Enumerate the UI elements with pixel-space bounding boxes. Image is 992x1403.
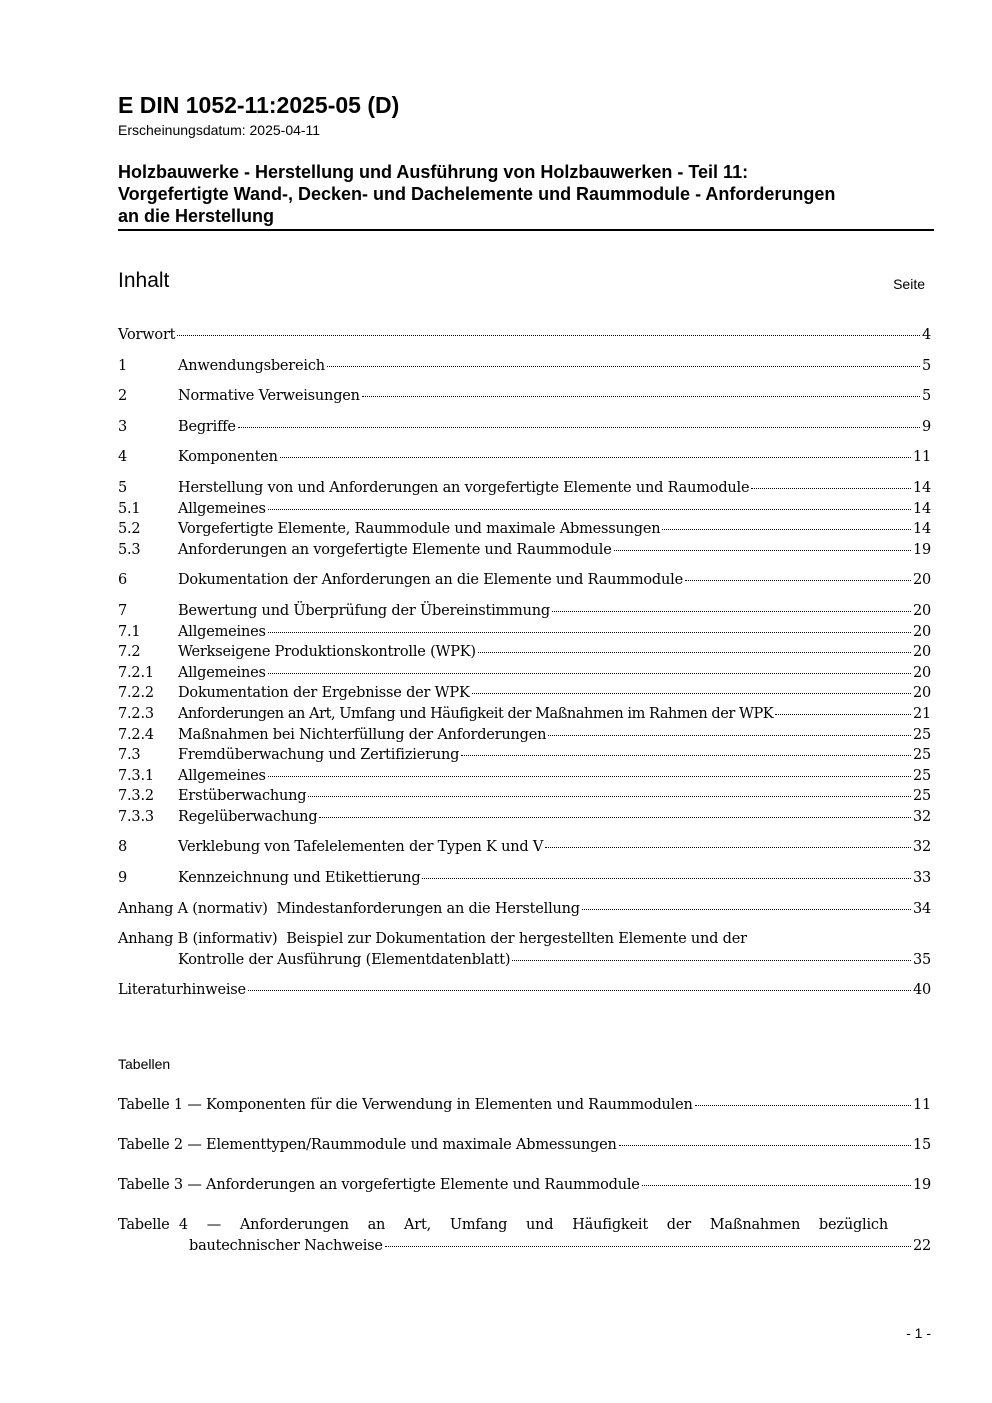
toc-entry-number: 7.3.3 xyxy=(118,808,154,825)
toc-entry-text: Anwendungsbereich xyxy=(178,357,325,374)
table-entry[interactable] xyxy=(118,1175,931,1196)
toc-entry-page: 25 xyxy=(912,767,931,784)
page-number: - 1 - xyxy=(906,1325,931,1341)
toc-entry-number: 1 xyxy=(118,357,128,374)
toc-entry-text: Anforderungen an vorgefertigte Elemente und Raummodule xyxy=(178,541,612,558)
toc-entry-number: 8 xyxy=(118,839,128,856)
toc-entry-text: Bewertung und Überprüfung der Übereinstimmung xyxy=(178,602,550,619)
toc-entry-page: 25 xyxy=(912,747,931,764)
tables-heading: Tabellen xyxy=(118,1056,171,1072)
toc-entry-text: Normative Verweisungen xyxy=(178,388,360,405)
toc-entry-number: 7.1 xyxy=(118,623,141,640)
table-entry-page: 15 xyxy=(912,1137,931,1153)
leader-dots xyxy=(614,550,911,551)
toc-entry-number: 7.2.1 xyxy=(118,664,154,681)
leader-dots xyxy=(478,652,911,653)
toc-entry-page: 20 xyxy=(912,685,931,702)
table-entry-continuation xyxy=(118,1236,931,1257)
leader-dots xyxy=(280,457,911,458)
toc-entry[interactable] xyxy=(118,868,931,889)
toc-entry-number: 9 xyxy=(118,870,128,887)
leader-dots xyxy=(751,488,911,489)
table-entry[interactable] xyxy=(118,1135,931,1156)
leader-dots xyxy=(775,714,911,715)
toc-entry-text: Dokumentation der Ergebnisse der WPK xyxy=(178,685,470,702)
toc-entry[interactable] xyxy=(118,642,931,663)
toc-entry-page: 33 xyxy=(912,870,931,887)
toc-entry-page: 9 xyxy=(921,418,931,435)
toc-entry-text: Allgemeines xyxy=(178,767,266,784)
toc-entry-text: Verklebung von Tafelelementen der Typen K und V xyxy=(178,839,544,856)
toc-entry-text: Allgemeines xyxy=(178,664,266,681)
table-entry-text: bautechnischer Nachweise xyxy=(189,1238,383,1254)
toc-entry-text: Regelüberwachung xyxy=(178,808,318,825)
toc-entry-text: Anforderungen an Art, Umfang und Häufigkeit der Maßnahmen im Rahmen der WPK xyxy=(178,705,774,722)
toc-entry[interactable] xyxy=(118,663,931,684)
leader-dots xyxy=(308,796,911,797)
toc-entry-text: Fremdüberwachung und Zertifizierung xyxy=(178,747,460,764)
leader-dots xyxy=(685,580,911,581)
leader-dots xyxy=(319,817,911,818)
toc-entry[interactable] xyxy=(118,837,931,858)
toc-entry-number: 7.3.2 xyxy=(118,788,154,805)
toc-entry[interactable] xyxy=(118,622,931,643)
toc-entry-text: Allgemeines xyxy=(178,500,266,517)
toc-entry-page: 19 xyxy=(912,541,931,558)
toc-entry-number: 5.1 xyxy=(118,500,141,517)
leader-dots xyxy=(548,735,911,736)
toc-entry[interactable] xyxy=(118,601,931,622)
leader-dots xyxy=(642,1185,911,1186)
leader-dots xyxy=(238,427,920,428)
table-entry[interactable] xyxy=(118,1095,931,1116)
title-line: Vorgefertigte Wand-, Decken- und Dachelemente und Raummodule - Anforderungen xyxy=(118,184,836,204)
toc-entry[interactable] xyxy=(118,325,931,346)
toc-entry-number: 2 xyxy=(118,388,128,405)
table-entry-text: Tabelle 3 — Anforderungen an vorgefertigte Elemente und Raummodule xyxy=(118,1177,640,1193)
toc-entry-page: 40 xyxy=(912,982,931,999)
table-entry-page: 19 xyxy=(912,1177,931,1193)
toc-entry[interactable] xyxy=(118,386,931,407)
leader-dots xyxy=(422,878,910,879)
leader-dots xyxy=(268,673,911,674)
toc-entry-text: Anhang B (informativ) Beispiel zur Dokumentation der hergestellten Elemente und der xyxy=(118,931,747,948)
toc-entry[interactable] xyxy=(118,356,931,377)
leader-dots xyxy=(512,960,911,961)
toc-entry-page: 20 xyxy=(912,572,931,589)
toc-heading: Inhalt xyxy=(118,269,170,292)
table-entry-text: Tabelle 2 — Elementtypen/Raummodule und maximale Abmessungen xyxy=(118,1137,617,1153)
toc-entry-number: 7 xyxy=(118,602,128,619)
publication-date: Erscheinungsdatum: 2025-04-11 xyxy=(118,122,321,138)
leader-dots xyxy=(177,335,920,336)
toc-entry-page: 14 xyxy=(912,521,931,538)
toc-entry-text: Literaturhinweise xyxy=(118,982,246,999)
toc-entry-page: 35 xyxy=(912,951,931,968)
toc-entry[interactable] xyxy=(118,766,931,787)
toc-entry-number: 7.3.1 xyxy=(118,767,154,784)
toc-entry-number: 5 xyxy=(118,479,128,496)
toc-entry-page: 34 xyxy=(912,900,931,917)
toc-entry-text: Vorgefertigte Elemente, Raummodule und maximale Abmessungen xyxy=(178,521,661,538)
toc-entry-text: Erstüberwachung xyxy=(178,788,307,805)
toc-entry[interactable] xyxy=(118,499,931,520)
table-entry-text: Tabelle 4 — Anforderungen an Art, Umfang und Häufigkeit der Maßnahmen bezüglich xyxy=(118,1217,888,1233)
toc-entry[interactable] xyxy=(118,929,931,950)
toc-entry-text: Dokumentation der Anforderungen an die Elemente und Raummodule xyxy=(178,572,683,589)
toc-entry-text: Anhang A (normativ) Mindestanforderungen an die Herstellung xyxy=(118,900,580,917)
toc-entry-text: Maßnahmen bei Nichterfüllung der Anforderungen xyxy=(178,726,547,743)
leader-dots xyxy=(268,776,911,777)
table-entry-page: 11 xyxy=(912,1097,931,1113)
toc-entry[interactable] xyxy=(118,807,931,828)
leader-dots xyxy=(461,755,911,756)
page-column-label: Seite xyxy=(893,276,925,292)
leader-dots xyxy=(545,847,911,848)
toc-entry-text: Komponenten xyxy=(178,449,278,466)
document-title xyxy=(118,161,934,231)
toc-entry-number: 7.2.4 xyxy=(118,726,154,743)
toc-entry-text: Begriffe xyxy=(178,418,236,435)
toc-entry[interactable] xyxy=(118,683,931,704)
leader-dots xyxy=(619,1145,911,1146)
toc-entry[interactable] xyxy=(118,786,931,807)
toc-entry-page: 14 xyxy=(912,500,931,517)
toc-entry-page: 25 xyxy=(912,788,931,805)
toc-entry-text: Allgemeines xyxy=(178,623,266,640)
title-line: Holzbauwerke - Herstellung und Ausführung von Holzbauwerken - Teil 11: xyxy=(118,162,749,182)
leader-dots xyxy=(385,1246,911,1247)
toc-entry-page: 32 xyxy=(912,808,931,825)
leader-dots xyxy=(472,693,911,694)
toc-entry-text: Werkseigene Produktionskontrolle (WPK) xyxy=(178,644,476,661)
toc-entry-page: 4 xyxy=(921,327,931,343)
toc-entry-continuation[interactable] xyxy=(118,950,931,971)
toc-entry[interactable] xyxy=(118,725,931,746)
table-entry-page: 22 xyxy=(912,1238,931,1254)
table-of-contents xyxy=(118,325,931,1001)
leader-dots xyxy=(695,1105,911,1106)
toc-entry-text: Vorwort xyxy=(118,327,176,343)
leader-dots xyxy=(362,396,920,397)
toc-entry-number: 5.2 xyxy=(118,521,141,538)
toc-entry-number: 6 xyxy=(118,572,128,589)
toc-entry-number: 7.2 xyxy=(118,644,141,661)
toc-entry-text: Kontrolle der Ausführung (Elementdatenblatt) xyxy=(178,951,511,968)
toc-entry-page: 20 xyxy=(912,623,931,640)
toc-entry[interactable] xyxy=(118,704,931,725)
toc-entry-number: 5.3 xyxy=(118,541,141,558)
toc-entry-page: 21 xyxy=(912,705,931,722)
toc-entry[interactable] xyxy=(118,899,931,920)
toc-entry-page: 32 xyxy=(912,839,931,856)
leader-dots xyxy=(248,990,911,991)
leader-dots xyxy=(662,529,911,530)
table-entry[interactable] xyxy=(118,1215,931,1257)
toc-entry-page: 5 xyxy=(921,388,931,405)
toc-entry-page: 20 xyxy=(912,644,931,661)
leader-dots xyxy=(268,509,911,510)
toc-entry[interactable] xyxy=(118,540,931,561)
toc-entry-page: 20 xyxy=(912,664,931,681)
toc-entry-page: 25 xyxy=(912,726,931,743)
toc-entry-page: 5 xyxy=(921,357,931,374)
toc-entry-page: 11 xyxy=(912,449,931,466)
leader-dots xyxy=(327,366,920,367)
toc-entry-page: 20 xyxy=(912,602,931,619)
leader-dots xyxy=(268,632,911,633)
title-line: an die Herstellung xyxy=(118,206,275,226)
toc-entry-number: 3 xyxy=(118,418,128,435)
toc-entry-number: 7.2.3 xyxy=(118,705,154,722)
toc-entry-text: Herstellung von und Anforderungen an vorgefertigte Elemente und Raumodule xyxy=(178,479,750,496)
toc-entry[interactable] xyxy=(118,478,931,499)
leader-dots xyxy=(552,611,911,612)
toc-entry[interactable] xyxy=(118,980,931,1001)
document-id: E DIN 1052-11:2025-05 (D) xyxy=(118,92,400,118)
toc-entry[interactable] xyxy=(118,745,931,766)
list-of-tables xyxy=(118,1095,931,1257)
toc-entry-text: Kennzeichnung und Etikettierung xyxy=(178,870,421,887)
toc-entry[interactable] xyxy=(118,570,931,591)
toc-entry-number: 4 xyxy=(118,449,128,466)
toc-entry[interactable] xyxy=(118,519,931,540)
toc-entry[interactable] xyxy=(118,447,931,468)
leader-dots xyxy=(582,909,911,910)
toc-entry[interactable] xyxy=(118,417,931,438)
table-entry-text: Tabelle 1 — Komponenten für die Verwendung in Elementen und Raummodulen xyxy=(118,1097,693,1113)
toc-entry-number: 7.2.2 xyxy=(118,685,154,702)
toc-entry-number: 7.3 xyxy=(118,747,141,764)
toc-entry-page: 14 xyxy=(912,479,931,496)
